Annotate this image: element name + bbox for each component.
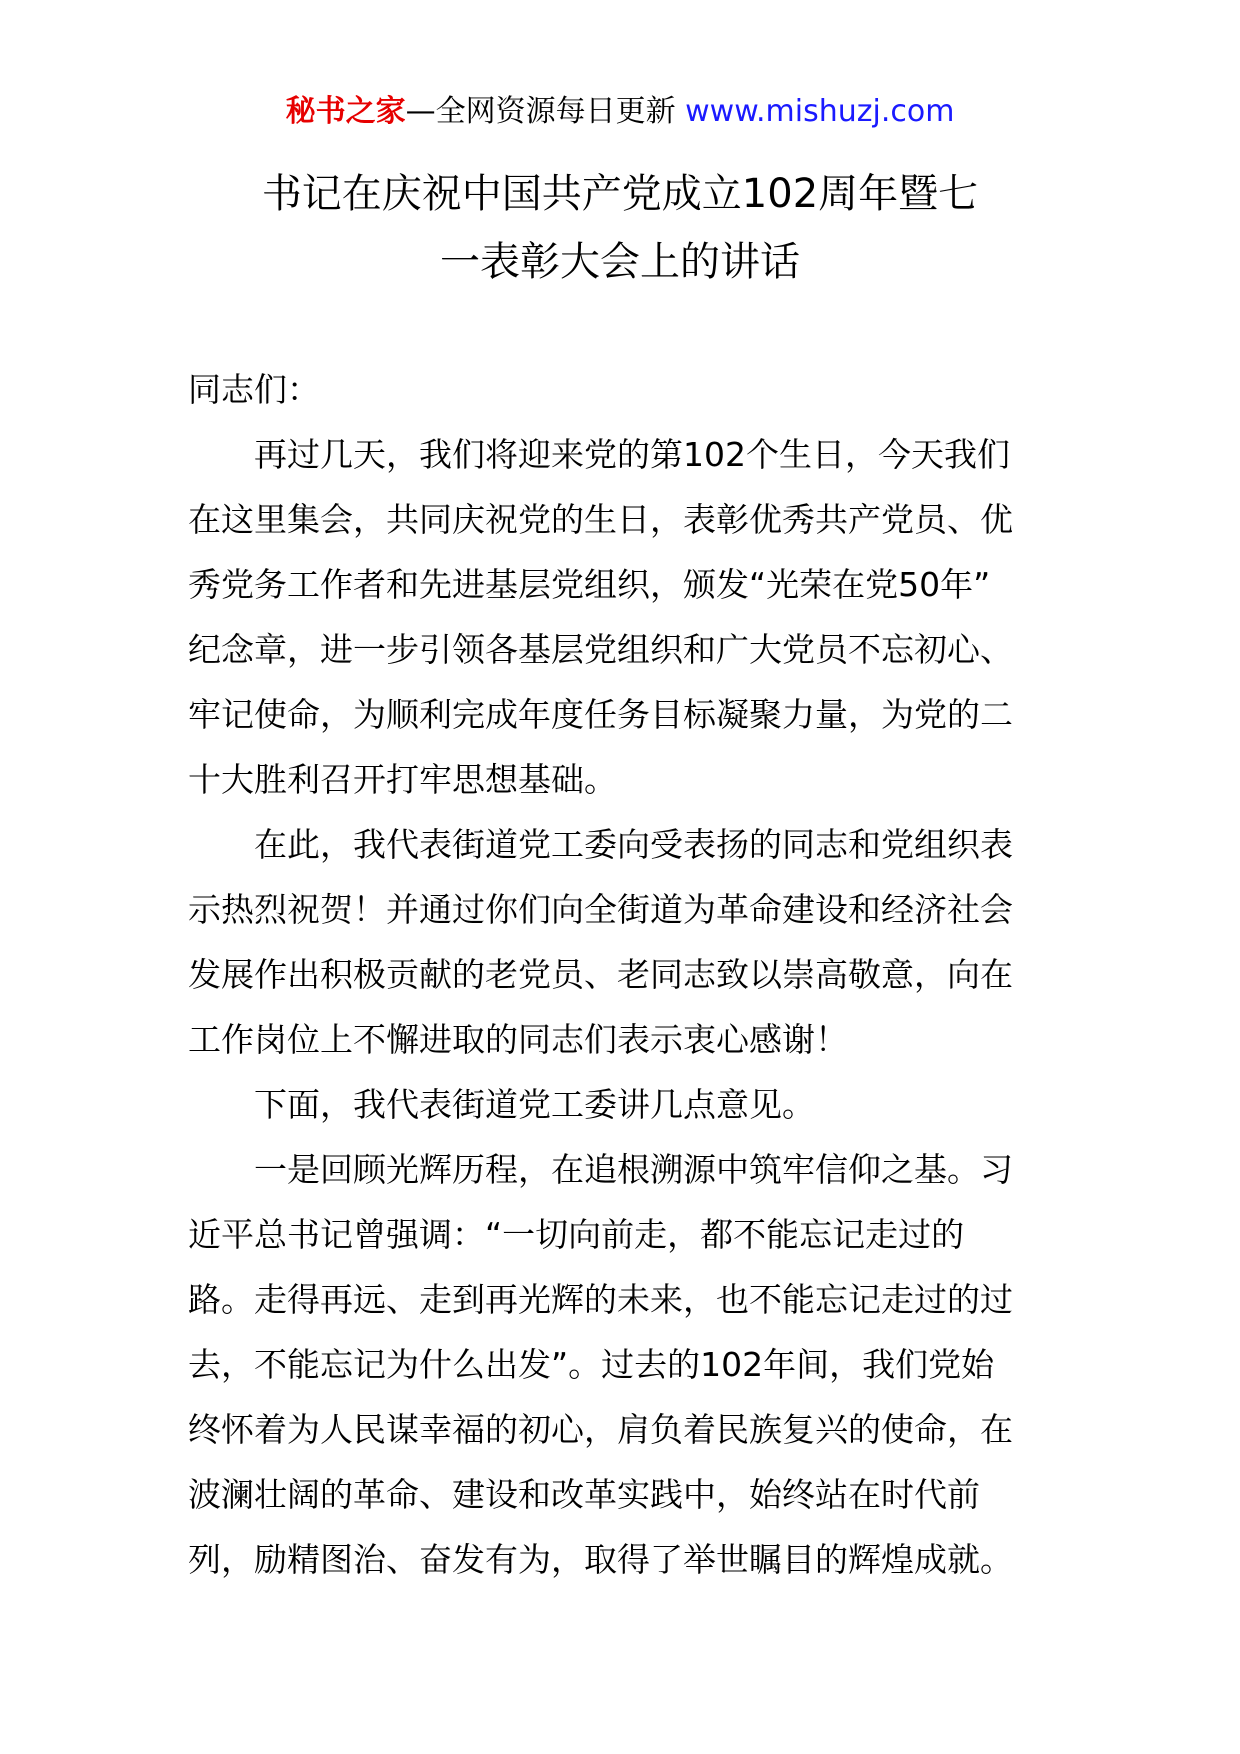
document-title [170, 160, 1070, 296]
site-url-link[interactable]: www.mishuzj.com [685, 94, 955, 129]
paragraph-1-line-2: 在这里集会，共同庆祝党的生日，表彰优秀共产党员、优 [188, 500, 1013, 539]
paragraph-4-line-6: 波澜壮阔的革命、建设和改革实践中，始终站在时代前 [188, 1475, 980, 1514]
header-tagline: —全网资源每日更新 [405, 94, 686, 129]
paragraph-1-line-5: 牢记使命，为顺利完成年度任务目标凝聚力量，为党的二 [188, 695, 1013, 734]
brand-name: 秘书之家 [285, 94, 406, 129]
site-header [0, 92, 1240, 132]
paragraph-1-line-6: 十大胜利召开打牢思想基础。 [188, 760, 617, 799]
paragraph-4-line-2: 近平总书记曾强调：“一切向前走，都不能忘记走过的 [188, 1215, 965, 1254]
paragraph-2-line-2: 示热烈祝贺！并通过你们向全街道为革命建设和经济社会 [188, 890, 1013, 929]
paragraph-4-line-4: 去，不能忘记为什么出发”。过去的102年间，我们党始 [188, 1345, 995, 1384]
paragraph-4-line-3: 路。走得再远、走到再光辉的未来，也不能忘记走过的过 [188, 1280, 1013, 1319]
paragraph-2-line-4: 工作岗位上不懈进取的同志们表示衷心感谢！ [188, 1020, 848, 1059]
paragraph-1-line-1: 再过几天，我们将迎来党的第102个生日，今天我们 [254, 435, 1010, 474]
paragraph-1-line-4: 纪念章，进一步引领各基层党组织和广大党员不忘初心、 [188, 630, 1013, 669]
paragraph-4-line-5: 终怀着为人民谋幸福的初心，肩负着民族复兴的使命，在 [188, 1410, 1013, 1449]
title-line-2: 一表彰大会上的讲话 [440, 239, 800, 285]
paragraph-4-line-7: 列，励精图治、奋发有为，取得了举世瞩目的辉煌成就。 [188, 1540, 1013, 1579]
paragraph-3-line-1: 下面，我代表街道党工委讲几点意见。 [254, 1085, 815, 1124]
paragraph-1-line-3: 秀党务工作者和先进基层党组织，颁发“光荣在党50年” [188, 565, 991, 604]
paragraph-4-line-1: 一是回顾光辉历程，在追根溯源中筑牢信仰之基。习 [254, 1150, 1013, 1189]
title-line-1: 书记在庆祝中国共产党成立102周年暨七 [261, 171, 979, 217]
document-body [188, 357, 1058, 1592]
paragraph-2-line-1: 在此，我代表街道党工委向受表扬的同志和党组织表 [254, 825, 1013, 864]
salutation: 同志们： [188, 370, 320, 409]
paragraph-2-line-3: 发展作出积极贡献的老党员、老同志致以崇高敬意，向在 [188, 955, 1013, 994]
